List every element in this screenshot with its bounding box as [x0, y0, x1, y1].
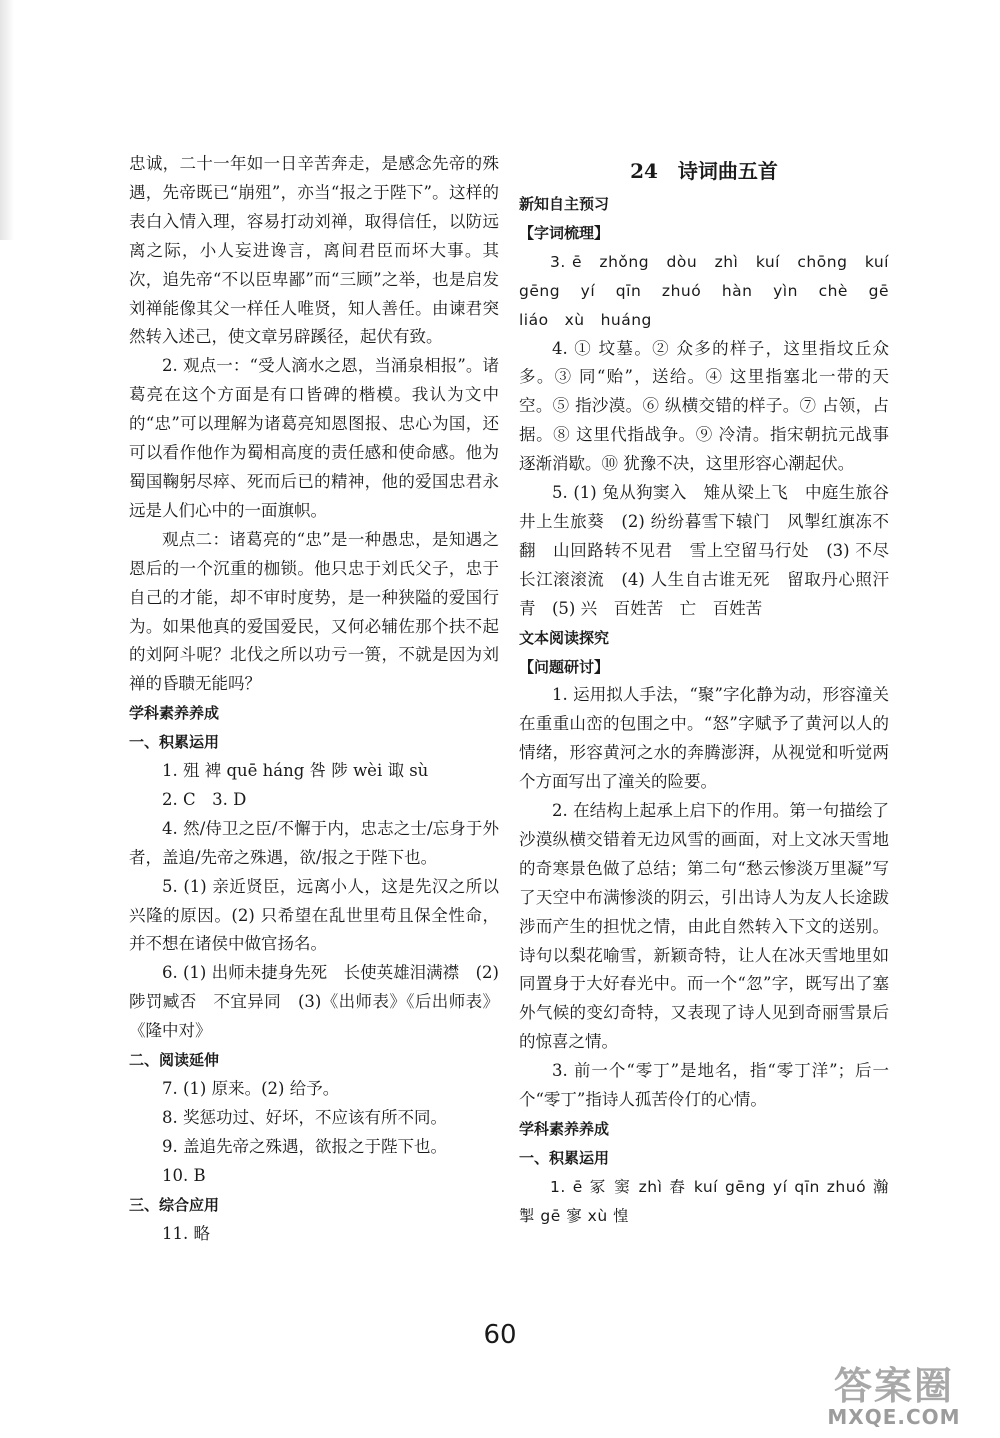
answer-item: 5. (1) 亲近贤臣，远离小人，这是先汉之所以兴隆的原因。(2) 只希望在乱世里苟且保全性命，并不想在诸侯中做官扬名。 — [129, 876, 499, 954]
answer-item: 8. 奖惩功过、好坏，不应该有所不同。 — [162, 1107, 447, 1127]
watermark-text: 答案圈 — [833, 1364, 954, 1408]
answer-item: 2. C 3. D — [162, 789, 247, 809]
answer-item: 11. 略 — [162, 1223, 210, 1243]
answer-item: 3. 前一个“零丁”是地名，指“零丁洋”；后一个“零丁”指诗人孤苦伶仃的心情。 — [519, 1061, 889, 1110]
answer-item: 1. 运用拟人手法，“聚”字化静为动，形容潼关在重重山峦的包围之中。“怒”字赋予了黄河以人的情绪，形容黄河之水的奔腾澎湃，从视觉和听觉两个方面写出了潼关的险要。 — [519, 685, 889, 792]
answer-item: 2. 在结构上起承上启下的作用。第一句描绘了沙漠纵横交错着无边风雪的画面，对上文冰天雪地的奇寒景色做了总结；第二句“愁云惨淡万里凝”写了天空中布满惨淡的阴云，引出诗人为友人长途跋涉而产生的担忧之情，由此自然转入下文的送别。诗句以梨花喻雪，新颖奇特，让人在冰天雪地里如同置身于大好春光中。而一个“忽”字，既写出了塞外气候的变幻奇特，又表现了诗人见到奇丽雪景后的惊喜之情。 — [519, 801, 889, 1052]
subsection-heading: 【字词梳理】 — [519, 223, 610, 242]
answer-item: 4. 然/侍卫之臣/不懈于内，忠志之士/忘身于外者，盖追/先帝之殊遇，欲/报之于陛下也。 — [129, 818, 499, 867]
answer-item: 6. (1) 出师未捷身先死 长使英雄泪满襟 (2) 陟罚臧否 不宜异同 (3)《出师表》《后出师表》《隆中对》 — [129, 963, 499, 1041]
answer-item: 1. ē 冢 窦 zhì 舂 kuí gēng yí qīn zhuó 瀚 掣 gē 寥 xù 惶 — [519, 1177, 889, 1225]
section-heading: 学科素养养成 — [519, 1120, 610, 1138]
left-column — [129, 150, 499, 1248]
page-edge-shadow — [0, 0, 14, 240]
watermark-logo — [800, 1366, 988, 1430]
answer-item: 1. 殂 裨 quē háng 咎 陟 wèi 诹 sù — [162, 761, 429, 781]
answer-item: 7. (1) 原来。(2) 给予。 — [162, 1079, 340, 1098]
right-column — [519, 150, 906, 1231]
subsection-heading: 一、积累运用 — [519, 1148, 610, 1167]
answer-item: 3. ē zhǒng dòu zhì kuí chōng kuí gēng yí qīn zhuó hàn yìn chè gē liáo xù huáng — [519, 252, 906, 329]
answer-paragraph: 忠诚，二十一年如一日辛苦奔走，是感念先帝的殊遇，先帝既已“崩殂”，亦当“报之于陛下”。这样的表白入情入理，容易打动刘禅，取得信任，以防远离之际，小人妄进谗言，离间君臣而坏大事。其次，追先帝“不以臣卑鄙”而“三顾”之举，也是启发刘禅能像其父一样任人唯贤，知人善任。由谏君突然转入述己，使文章另辟蹊径，起伏有致。 — [129, 154, 499, 347]
subsection-heading: 【问题研讨】 — [519, 657, 610, 676]
subsection-heading: 一、积累运用 — [129, 733, 220, 752]
answer-item: 4. ① 坟墓。② 众多的样子，这里指坟丘众多。③ 同“贻”，送给。④ 这里指塞北一带的天空。⑤ 指沙漠。⑥ 纵横交错的样子。⑦ 占领，占据。⑧ 这里代指战争。⑨ 冷清。指宋朝抗元战事逐渐消歇。⑩ 犹豫不决，这里形容心潮起伏。 — [519, 338, 889, 474]
section-heading: 文本阅读探究 — [519, 628, 610, 647]
lesson-title: 24 诗词曲五首 — [630, 159, 778, 183]
answer-item: 10. B — [162, 1165, 206, 1185]
section-heading: 新知自主预习 — [519, 195, 610, 213]
subsection-heading: 二、阅读延伸 — [129, 1051, 220, 1070]
subsection-heading: 三、综合应用 — [129, 1195, 220, 1214]
watermark-url: MXQE.COM — [827, 1405, 961, 1429]
answer-paragraph: 观点二：诸葛亮的“忠”是一种愚忠，是知遇之恩后的一个沉重的枷锁。他只忠于刘氏父子，忠于自己的才能，却不审时度势，是一种狭隘的爱国行为。如果他真的爱国爱民，又何必辅佐那个扶不起的刘阿斗呢？北伐之所以功亏一篑，不就是因为刘禅的昏聩无能吗？ — [129, 529, 499, 694]
answer-item: 9. 盖追先帝之殊遇，欲报之于陛下也。 — [162, 1136, 447, 1156]
answer-paragraph: 2. 观点一：“受人滴水之恩，当涌泉相报”。诸葛亮在这个方面是有口皆碑的楷模。我认为文中的“忠”可以理解为诸葛亮知恩图报、忠心为国，还可以看作他作为蜀相高度的责任感和使命感。他为蜀国鞠躬尽瘁、死而后已的精神，他的爱国忠君永远是人们心中的一面旗帜。 — [129, 356, 499, 520]
section-heading: 学科素养养成 — [129, 704, 220, 723]
page-number: 60 — [483, 1320, 517, 1350]
answer-item: 5. (1) 兔从狗窦入 雉从梁上飞 中庭生旅谷 井上生旅葵 (2) 纷纷暮雪下辕门 风掣红旗冻不翻 山回路转不见君 雪上空留马行处 (3) 不尽长江滚滚流 (4) 人生自古谁无死 留取丹心照汗青 (5) 兴 百姓苦 亡 百姓苦 — [519, 483, 906, 618]
